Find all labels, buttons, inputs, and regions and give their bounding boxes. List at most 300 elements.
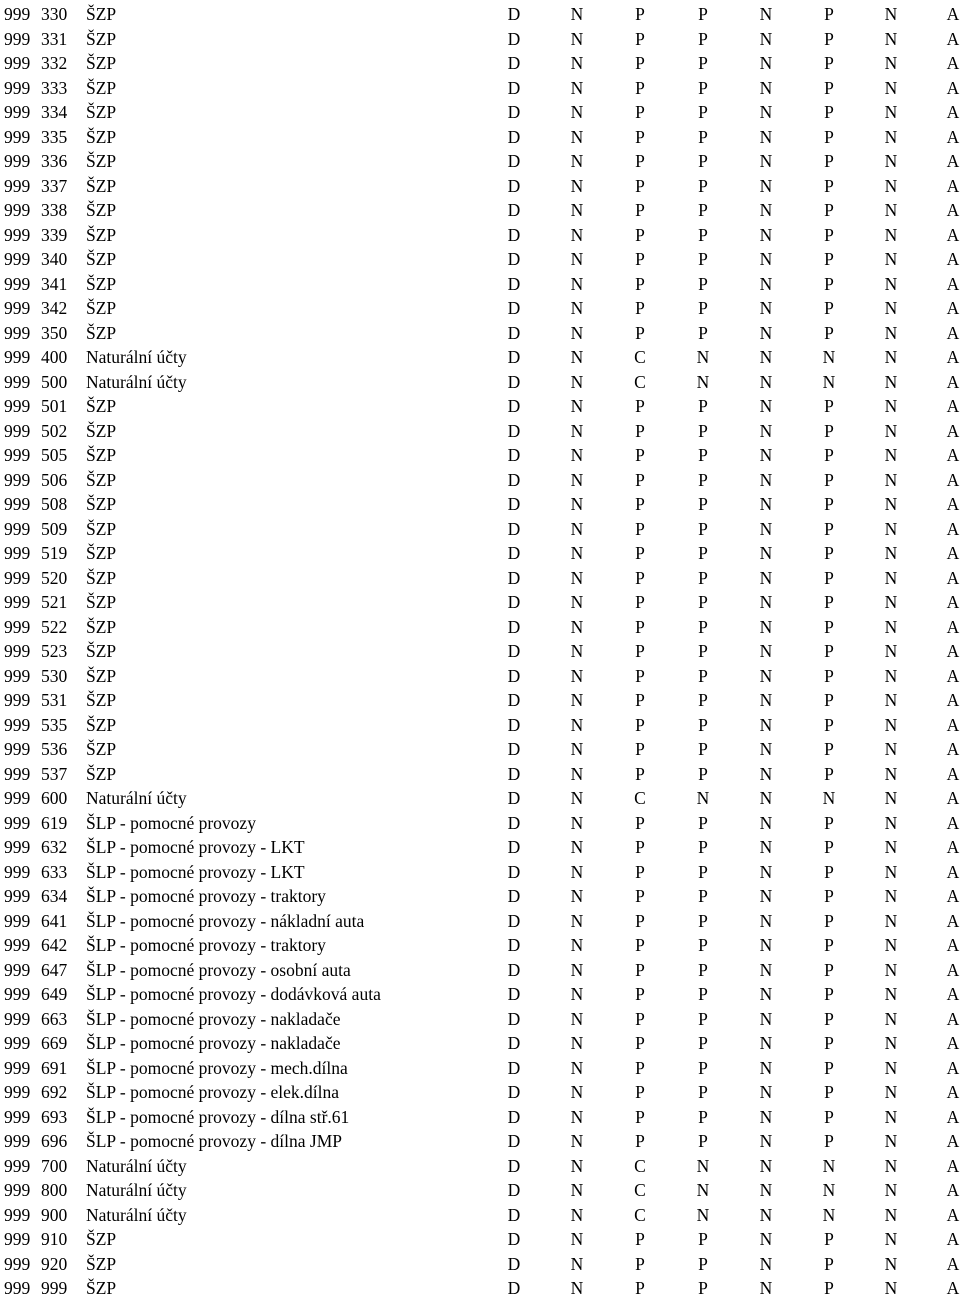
table-row (0, 786, 960, 811)
table-row (0, 27, 960, 52)
account-name-cell: ŠZP (86, 665, 117, 686)
code-cell: 521 (41, 592, 68, 612)
flag-cell: A (946, 763, 960, 784)
flag-cell: P (635, 1253, 645, 1274)
code-cell: 910 (41, 1229, 68, 1249)
flag-cell: N (570, 347, 584, 367)
flag-cell: P (824, 714, 834, 735)
table-row (0, 125, 960, 150)
code-prefix-cell: 999 (4, 396, 31, 416)
flag-cell: A (946, 420, 960, 441)
flag-cell: N (759, 102, 773, 122)
account-name-cell: ŠZP (86, 592, 117, 612)
flag-cell: A (946, 837, 960, 857)
flag-cell: P (635, 543, 645, 563)
flag-cell: A (946, 1204, 960, 1225)
flag-cell: N (759, 984, 773, 1004)
table-row (0, 174, 960, 199)
code-cell: 634 (41, 886, 68, 906)
code-cell: 335 (41, 126, 68, 147)
flag-cell: N (759, 151, 773, 171)
code-cell: 536 (41, 739, 68, 759)
flag-cell: N (759, 935, 773, 955)
code-cell: 338 (41, 200, 68, 220)
flag-cell: P (635, 28, 645, 49)
flag-cell: N (759, 837, 773, 857)
flag-cell: A (946, 1253, 960, 1274)
flag-cell: N (570, 77, 584, 98)
flag-cell: P (635, 1082, 645, 1102)
flag-cell: N (759, 592, 773, 612)
flag-cell: A (946, 1278, 960, 1298)
flag-cell: P (698, 200, 708, 220)
flag-cell: N (570, 1033, 584, 1053)
flag-cell: A (946, 1082, 960, 1102)
account-name-cell: Naturální účty (86, 788, 187, 808)
account-name-cell: ŠLP - pomocné provozy - osobní auta (86, 959, 351, 980)
flag-cell: D (507, 714, 521, 735)
table-row (0, 1203, 960, 1228)
flag-cell: N (822, 1204, 836, 1225)
flag-cell: A (946, 812, 960, 833)
flag-cell: P (698, 959, 708, 980)
flag-cell: N (570, 616, 584, 637)
flag-cell: N (822, 1155, 836, 1176)
flag-cell: N (884, 714, 898, 735)
flag-cell: P (698, 665, 708, 686)
flag-cell: N (759, 347, 773, 367)
account-name-cell: ŠZP (86, 298, 117, 318)
flag-cell: N (759, 77, 773, 98)
flag-cell: N (570, 690, 584, 710)
flag-cell: P (698, 77, 708, 98)
account-name-cell: ŠZP (86, 249, 117, 269)
flag-cell: D (507, 1253, 521, 1274)
code-prefix-cell: 999 (4, 347, 31, 367)
code-cell: 519 (41, 543, 68, 563)
code-prefix-cell: 999 (4, 77, 31, 98)
flag-cell: P (824, 1106, 834, 1127)
table-row (0, 1080, 960, 1105)
flag-cell: A (946, 984, 960, 1004)
code-prefix-cell: 999 (4, 567, 31, 588)
flag-cell: P (698, 739, 708, 759)
flag-cell: A (946, 1057, 960, 1078)
table-row (0, 198, 960, 223)
flag-cell: N (570, 445, 584, 465)
code-prefix-cell: 999 (4, 1082, 31, 1102)
table-row (0, 933, 960, 958)
flag-cell: N (759, 175, 773, 196)
table-row (0, 1007, 960, 1032)
flag-cell: D (507, 788, 521, 808)
code-cell: 333 (41, 77, 68, 98)
flag-cell: A (946, 788, 960, 808)
flag-cell: D (507, 322, 521, 343)
flag-cell: P (698, 249, 708, 269)
code-cell: 999 (41, 1278, 68, 1298)
flag-cell: D (507, 837, 521, 857)
table-row (0, 909, 960, 934)
flag-cell: P (635, 837, 645, 857)
flag-cell: P (698, 273, 708, 294)
flag-cell: P (698, 886, 708, 906)
flag-cell: N (884, 77, 898, 98)
code-prefix-cell: 999 (4, 1180, 31, 1200)
flag-cell: D (507, 224, 521, 245)
flag-cell: N (884, 984, 898, 1004)
flag-cell: P (635, 812, 645, 833)
flag-cell: N (822, 371, 836, 392)
flag-cell: D (507, 126, 521, 147)
flag-cell: N (759, 690, 773, 710)
flag-cell: P (635, 445, 645, 465)
code-cell: 523 (41, 641, 68, 661)
flag-cell: N (570, 1106, 584, 1127)
flag-cell: N (570, 1155, 584, 1176)
flag-cell: A (946, 1180, 960, 1200)
code-cell: 700 (41, 1155, 68, 1176)
flag-cell: D (507, 28, 521, 49)
flag-cell: D (507, 200, 521, 220)
flag-cell: N (570, 1082, 584, 1102)
table-row (0, 1252, 960, 1277)
flag-cell: A (946, 641, 960, 661)
flag-cell: P (635, 641, 645, 661)
code-cell: 600 (41, 788, 68, 808)
code-cell: 530 (41, 665, 68, 686)
flag-cell: N (884, 910, 898, 931)
flag-cell: N (884, 396, 898, 416)
flag-cell: A (946, 126, 960, 147)
flag-cell: P (824, 469, 834, 490)
flag-cell: N (884, 322, 898, 343)
flag-cell: P (635, 1008, 645, 1029)
flag-cell: N (759, 1008, 773, 1029)
flag-cell: A (946, 77, 960, 98)
code-cell: 633 (41, 861, 68, 882)
code-prefix-cell: 999 (4, 714, 31, 735)
flag-cell: N (759, 200, 773, 220)
flag-cell: D (507, 420, 521, 441)
table-row (0, 1276, 960, 1301)
flag-cell: P (635, 494, 645, 514)
flag-cell: N (884, 1253, 898, 1274)
flag-cell: P (698, 763, 708, 784)
flag-cell: N (570, 420, 584, 441)
flag-cell: N (884, 28, 898, 49)
flag-cell: P (824, 812, 834, 833)
flag-cell: P (824, 126, 834, 147)
flag-cell: A (946, 665, 960, 686)
flag-cell: A (946, 249, 960, 269)
flag-cell: A (946, 200, 960, 220)
code-prefix-cell: 999 (4, 959, 31, 980)
code-prefix-cell: 999 (4, 763, 31, 784)
code-cell: 520 (41, 567, 68, 588)
flag-cell: P (635, 1131, 645, 1151)
flag-cell: D (507, 690, 521, 710)
account-name-cell: ŠZP (86, 518, 117, 539)
flag-cell: P (635, 1278, 645, 1298)
table-row (0, 51, 960, 76)
table-row (0, 639, 960, 664)
table-row (0, 541, 960, 566)
flag-cell: A (946, 714, 960, 735)
code-prefix-cell: 999 (4, 935, 31, 955)
flag-cell: N (884, 959, 898, 980)
code-cell: 342 (41, 298, 68, 318)
flag-cell: P (824, 763, 834, 784)
flag-cell: N (570, 837, 584, 857)
flag-cell: P (824, 959, 834, 980)
flag-cell: N (759, 420, 773, 441)
flag-cell: N (884, 200, 898, 220)
table-row (0, 247, 960, 272)
flag-cell: D (507, 739, 521, 759)
flag-cell: P (635, 714, 645, 735)
account-name-cell: ŠZP (86, 420, 117, 441)
table-row (0, 958, 960, 983)
flag-cell: P (635, 249, 645, 269)
flag-cell: N (570, 469, 584, 490)
flag-cell: P (824, 77, 834, 98)
code-cell: 642 (41, 935, 68, 955)
flag-cell: P (824, 690, 834, 710)
account-name-cell: ŠZP (86, 77, 117, 98)
flag-cell: N (759, 616, 773, 637)
flag-cell: P (635, 151, 645, 171)
flag-cell: P (824, 322, 834, 343)
flag-cell: P (635, 420, 645, 441)
table-row (0, 468, 960, 493)
account-name-cell: ŠZP (86, 641, 117, 661)
code-prefix-cell: 999 (4, 1278, 31, 1298)
flag-cell: N (759, 322, 773, 343)
flag-cell: N (884, 592, 898, 612)
code-prefix-cell: 999 (4, 494, 31, 514)
account-name-cell: ŠZP (86, 469, 117, 490)
flag-cell: P (698, 1057, 708, 1078)
account-name-cell: ŠLP - pomocné provozy - dílna JMP (86, 1131, 342, 1151)
flag-cell: P (698, 1082, 708, 1102)
table-row (0, 517, 960, 542)
flag-cell: P (635, 616, 645, 637)
flag-cell: A (946, 102, 960, 122)
table-row (0, 76, 960, 101)
table-row (0, 762, 960, 787)
flag-cell: P (824, 273, 834, 294)
account-name-cell: ŠZP (86, 102, 117, 122)
flag-cell: D (507, 518, 521, 539)
flag-cell: P (698, 690, 708, 710)
flag-cell: N (759, 910, 773, 931)
account-name-cell: ŠZP (86, 396, 117, 416)
flag-cell: N (884, 641, 898, 661)
flag-cell: N (570, 935, 584, 955)
code-prefix-cell: 999 (4, 28, 31, 49)
flag-cell: N (759, 1082, 773, 1102)
flag-cell: N (822, 788, 836, 808)
code-cell: 522 (41, 616, 68, 637)
flag-cell: P (635, 861, 645, 882)
flag-cell: D (507, 249, 521, 269)
flag-cell: N (759, 641, 773, 661)
code-cell: 696 (41, 1131, 68, 1151)
flag-cell: N (884, 53, 898, 73)
code-cell: 647 (41, 959, 68, 980)
flag-cell: N (884, 469, 898, 490)
flag-cell: N (884, 298, 898, 318)
account-name-cell: ŠZP (86, 1278, 117, 1298)
flag-cell: N (570, 788, 584, 808)
code-prefix-cell: 999 (4, 200, 31, 220)
flag-cell: N (570, 1253, 584, 1274)
flag-cell: D (507, 1180, 521, 1200)
flag-cell: N (759, 861, 773, 882)
code-prefix-cell: 999 (4, 665, 31, 686)
flag-cell: N (570, 1204, 584, 1225)
flag-cell: P (698, 175, 708, 196)
flag-cell: N (884, 1131, 898, 1151)
code-cell: 693 (41, 1106, 68, 1127)
flag-cell: P (824, 396, 834, 416)
account-name-cell: Naturální účty (86, 1155, 187, 1176)
flag-cell: A (946, 273, 960, 294)
code-cell: 500 (41, 371, 68, 392)
table-row (0, 1154, 960, 1179)
flag-cell: P (824, 28, 834, 49)
flag-cell: P (698, 53, 708, 73)
code-cell: 800 (41, 1180, 68, 1200)
flag-cell: N (570, 298, 584, 318)
flag-cell: D (507, 445, 521, 465)
flag-cell: A (946, 322, 960, 343)
flag-cell: D (507, 1229, 521, 1249)
account-name-cell: ŠZP (86, 543, 117, 563)
account-name-cell: ŠZP (86, 28, 117, 49)
flag-cell: P (698, 592, 708, 612)
code-prefix-cell: 999 (4, 984, 31, 1004)
flag-cell: P (824, 4, 834, 24)
flag-cell: N (696, 1204, 710, 1225)
flag-cell: P (635, 322, 645, 343)
flag-cell: N (884, 494, 898, 514)
flag-cell: P (698, 102, 708, 122)
code-prefix-cell: 999 (4, 690, 31, 710)
flag-cell: N (759, 812, 773, 833)
flag-cell: N (570, 910, 584, 931)
account-name-cell: ŠZP (86, 322, 117, 343)
flag-cell: A (946, 224, 960, 245)
account-name-cell: Naturální účty (86, 1180, 187, 1200)
flag-cell: D (507, 53, 521, 73)
table-row (0, 713, 960, 738)
flag-cell: N (759, 543, 773, 563)
code-prefix-cell: 999 (4, 420, 31, 441)
flag-cell: N (759, 1106, 773, 1127)
account-name-cell: ŠZP (86, 273, 117, 294)
flag-cell: N (570, 567, 584, 588)
flag-cell: N (759, 494, 773, 514)
table-row (0, 811, 960, 836)
flag-cell: P (635, 984, 645, 1004)
flag-cell: A (946, 1033, 960, 1053)
account-name-cell: ŠZP (86, 494, 117, 514)
flag-cell: P (635, 910, 645, 931)
flag-cell: P (698, 1106, 708, 1127)
flag-cell: N (570, 665, 584, 686)
account-name-cell: ŠZP (86, 1229, 117, 1249)
flag-cell: C (634, 371, 646, 392)
flag-cell: D (507, 616, 521, 637)
flag-cell: N (884, 151, 898, 171)
flag-cell: N (759, 959, 773, 980)
flag-cell: P (824, 102, 834, 122)
code-cell: 537 (41, 763, 68, 784)
flag-cell: D (507, 763, 521, 784)
account-name-cell: ŠZP (86, 616, 117, 637)
account-name-cell: ŠLP - pomocné provozy (86, 812, 256, 833)
flag-cell: D (507, 1033, 521, 1053)
flag-cell: N (884, 665, 898, 686)
code-prefix-cell: 999 (4, 102, 31, 122)
flag-cell: P (635, 886, 645, 906)
flag-cell: P (824, 935, 834, 955)
account-name-cell: ŠZP (86, 53, 117, 73)
flag-cell: N (884, 812, 898, 833)
flag-cell: P (698, 910, 708, 931)
flag-cell: N (759, 4, 773, 24)
flag-cell: N (759, 1033, 773, 1053)
flag-cell: A (946, 175, 960, 196)
flag-cell: N (884, 1204, 898, 1225)
flag-cell: P (635, 102, 645, 122)
table-row (0, 345, 960, 370)
flag-cell: P (698, 1033, 708, 1053)
flag-cell: N (759, 739, 773, 759)
flag-cell: N (884, 273, 898, 294)
flag-cell: P (824, 1131, 834, 1151)
flag-cell: D (507, 371, 521, 392)
flag-cell: P (824, 445, 834, 465)
flag-cell: P (635, 739, 645, 759)
flag-cell: A (946, 518, 960, 539)
flag-cell: P (824, 739, 834, 759)
code-cell: 501 (41, 396, 68, 416)
flag-cell: N (884, 175, 898, 196)
flag-cell: N (759, 224, 773, 245)
code-prefix-cell: 999 (4, 126, 31, 147)
flag-cell: N (696, 347, 710, 367)
flag-cell: P (635, 518, 645, 539)
flag-cell: A (946, 469, 960, 490)
flag-cell: D (507, 1082, 521, 1102)
flag-cell: N (884, 224, 898, 245)
flag-cell: P (635, 200, 645, 220)
account-name-cell: ŠLP - pomocné provozy - dílna stř.61 (86, 1106, 350, 1127)
flag-cell: N (759, 518, 773, 539)
flag-cell: N (570, 371, 584, 392)
flag-cell: N (884, 1082, 898, 1102)
flag-cell: N (759, 469, 773, 490)
flag-cell: C (634, 1204, 646, 1225)
flag-cell: N (570, 543, 584, 563)
account-name-cell: ŠZP (86, 763, 117, 784)
flag-cell: P (824, 1229, 834, 1249)
flag-cell: P (635, 396, 645, 416)
code-cell: 509 (41, 518, 68, 539)
